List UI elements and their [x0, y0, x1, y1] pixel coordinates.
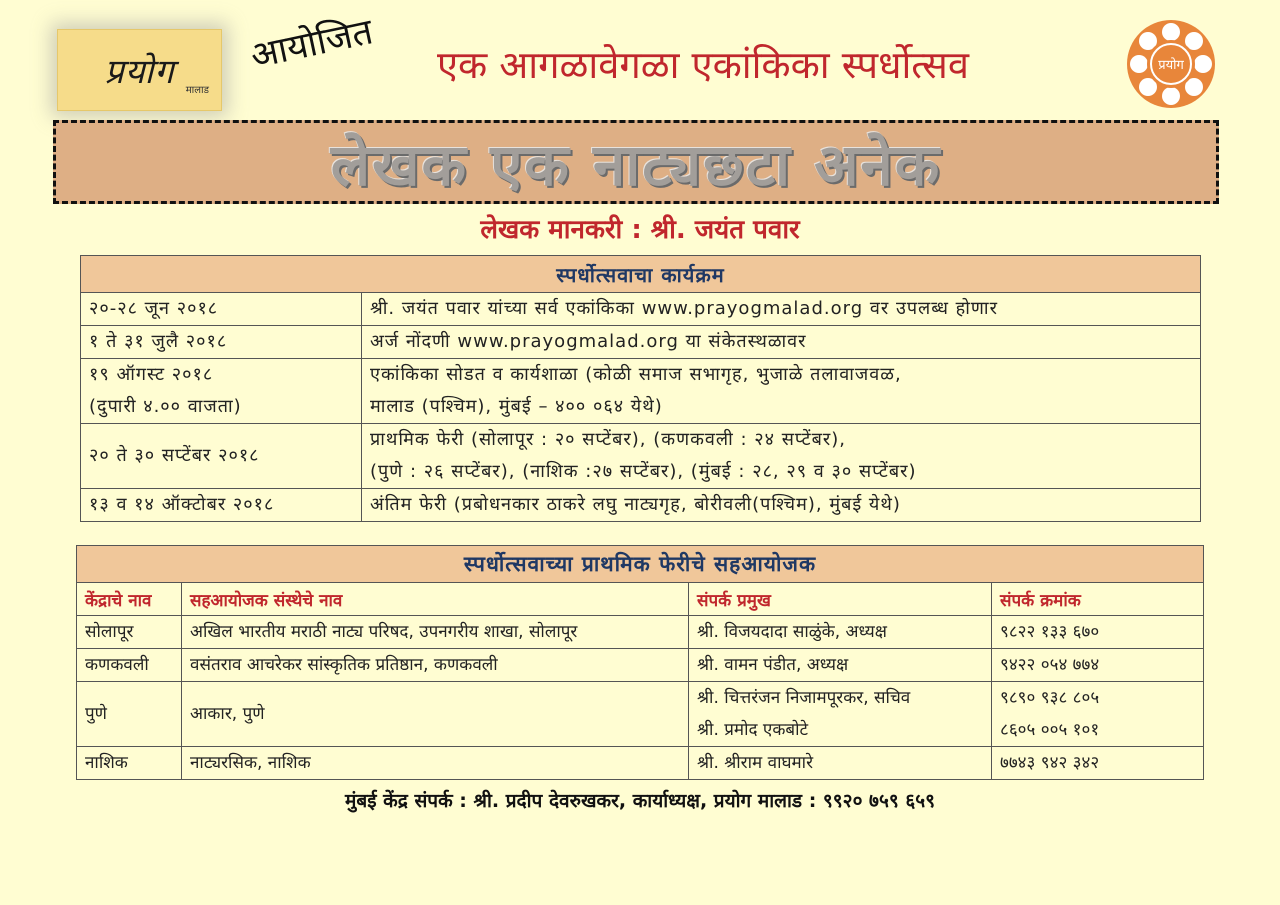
table-row	[81, 326, 1201, 359]
col-contact: संपर्क प्रमुख	[689, 583, 992, 616]
schedule-desc: प्राथमिक फेरी (सोलापूर : २० सप्टेंबर), (कणकवली : २४ सप्टेंबर),	[370, 429, 846, 450]
phone-cell: ९४२२ ०५४ ७७४	[992, 649, 1204, 682]
phone-cell: ७७४३ ९४२ ३४२	[992, 747, 1204, 780]
org-cell: आकार, पुणे	[182, 682, 689, 747]
col-center: केंद्राचे नाव	[77, 583, 182, 616]
prayog-emblem-icon	[1125, 18, 1217, 110]
table-row	[81, 424, 1201, 489]
schedule-date: १९ ऑगस्ट २०१८	[89, 364, 214, 385]
table-row	[77, 649, 1204, 682]
schedule-desc-cell	[362, 359, 1201, 424]
schedule-desc-cont: मालाड (पश्चिम), मुंबई – ४०० ०६४ येथे)	[370, 396, 663, 417]
author-honoree-line: लेखक मानकरी : श्री. जयंत पवार	[480, 215, 800, 245]
table-row	[77, 747, 1204, 780]
contact-cell: श्री. श्रीराम वाघमारे	[689, 747, 992, 780]
phone-cell-multi	[992, 682, 1204, 747]
schedule-date: १३ व १४ ऑक्टोबर २०१८	[81, 489, 362, 522]
contact-cell-multi	[689, 682, 992, 747]
schedule-desc-cell	[362, 424, 1201, 489]
logo-main-text: प्रयोग	[104, 52, 175, 92]
header-title: एक आगळावेगळा एकांकिका स्पर्धोत्सव	[437, 43, 969, 87]
contact-name: श्री. चित्तरंजन निजामपूरकर, सचिव	[697, 688, 911, 708]
cohosts-heading: स्पर्धोत्सवाच्या प्राथमिक फेरीचे सहआयोजक	[77, 546, 1204, 583]
contact-name-2: श्री. प्रमोद एकबोटे	[697, 720, 809, 740]
prayog-logo-left	[57, 29, 222, 111]
table-row	[77, 616, 1204, 649]
schedule-date-time: (दुपारी ४.०० वाजता)	[89, 396, 242, 417]
center-cell: पुणे	[77, 682, 182, 747]
schedule-desc: अर्ज नोंदणी www.prayogmalad.org या संकेतस्थळावर	[362, 326, 1201, 359]
schedule-date: २०-२८ जून २०१८	[81, 293, 362, 326]
emblem-text: प्रयोग	[1158, 58, 1184, 73]
phone-number-2: ८६०५ ००५ १०१	[1000, 720, 1100, 740]
schedule-table	[80, 255, 1201, 522]
phone-cell: ९८२२ १३३ ६७०	[992, 616, 1204, 649]
organised-label: आयोजित	[247, 11, 377, 78]
table-row	[81, 293, 1201, 326]
schedule-heading: स्पर्धोत्सवाचा कार्यक्रम	[81, 256, 1201, 293]
org-cell: वसंतराव आचरेकर सांस्कृतिक प्रतिष्ठान, कणकवली	[182, 649, 689, 682]
contact-cell: श्री. विजयदादा साळुंके, अध्यक्ष	[689, 616, 992, 649]
center-cell: नाशिक	[77, 747, 182, 780]
schedule-desc: एकांकिका सोडत व कार्यशाळा (कोळी समाज सभागृह, भुजाळे तलावाजवळ,	[370, 364, 902, 385]
banner-title: लेखक एक नाट्यछटा अनेक	[330, 130, 942, 199]
center-cell: सोलापूर	[77, 616, 182, 649]
title-banner	[53, 120, 1219, 204]
cohosts-table	[76, 545, 1204, 780]
schedule-date: २० ते ३० सप्टेंबर २०१८	[81, 424, 362, 489]
org-cell: अखिल भारतीय मराठी नाट्य परिषद, उपनगरीय शाखा, सोलापूर	[182, 616, 689, 649]
phone-number: ९८९० ९३८ ८०५	[1000, 688, 1100, 708]
org-cell: नाट्यरसिक, नाशिक	[182, 747, 689, 780]
schedule-desc: अंतिम फेरी (प्रबोधनकार ठाकरे लघु नाट्यगृह, बोरीवली(पश्चिम), मुंबई येथे)	[362, 489, 1201, 522]
schedule-desc-cont: (पुणे : २६ सप्टेंबर), (नाशिक :२७ सप्टेंबर), (मुंबई : २८, २९ व ३० सप्टेंबर)	[370, 461, 917, 482]
col-phone: संपर्क क्रमांक	[992, 583, 1204, 616]
contact-cell: श्री. वामन पंडीत, अध्यक्ष	[689, 649, 992, 682]
table-row	[81, 359, 1201, 424]
schedule-date: १ ते ३१ जुलै २०१८	[81, 326, 362, 359]
col-org: सहआयोजक संस्थेचे नाव	[182, 583, 689, 616]
schedule-desc: श्री. जयंत पवार यांच्या सर्व एकांकिका www.prayogmalad.org वर उपलब्ध होणार	[362, 293, 1201, 326]
table-row	[77, 682, 1204, 747]
mumbai-contact-footer: मुंबई केंद्र संपर्क : श्री. प्रदीप देवरुखकर, कार्याध्यक्ष, प्रयोग मालाड : ९९२० ७५९ ६५९	[345, 790, 935, 812]
schedule-date-cell	[81, 359, 362, 424]
table-row	[81, 489, 1201, 522]
center-cell: कणकवली	[77, 649, 182, 682]
logo-sub-text: मालाड	[185, 85, 209, 96]
